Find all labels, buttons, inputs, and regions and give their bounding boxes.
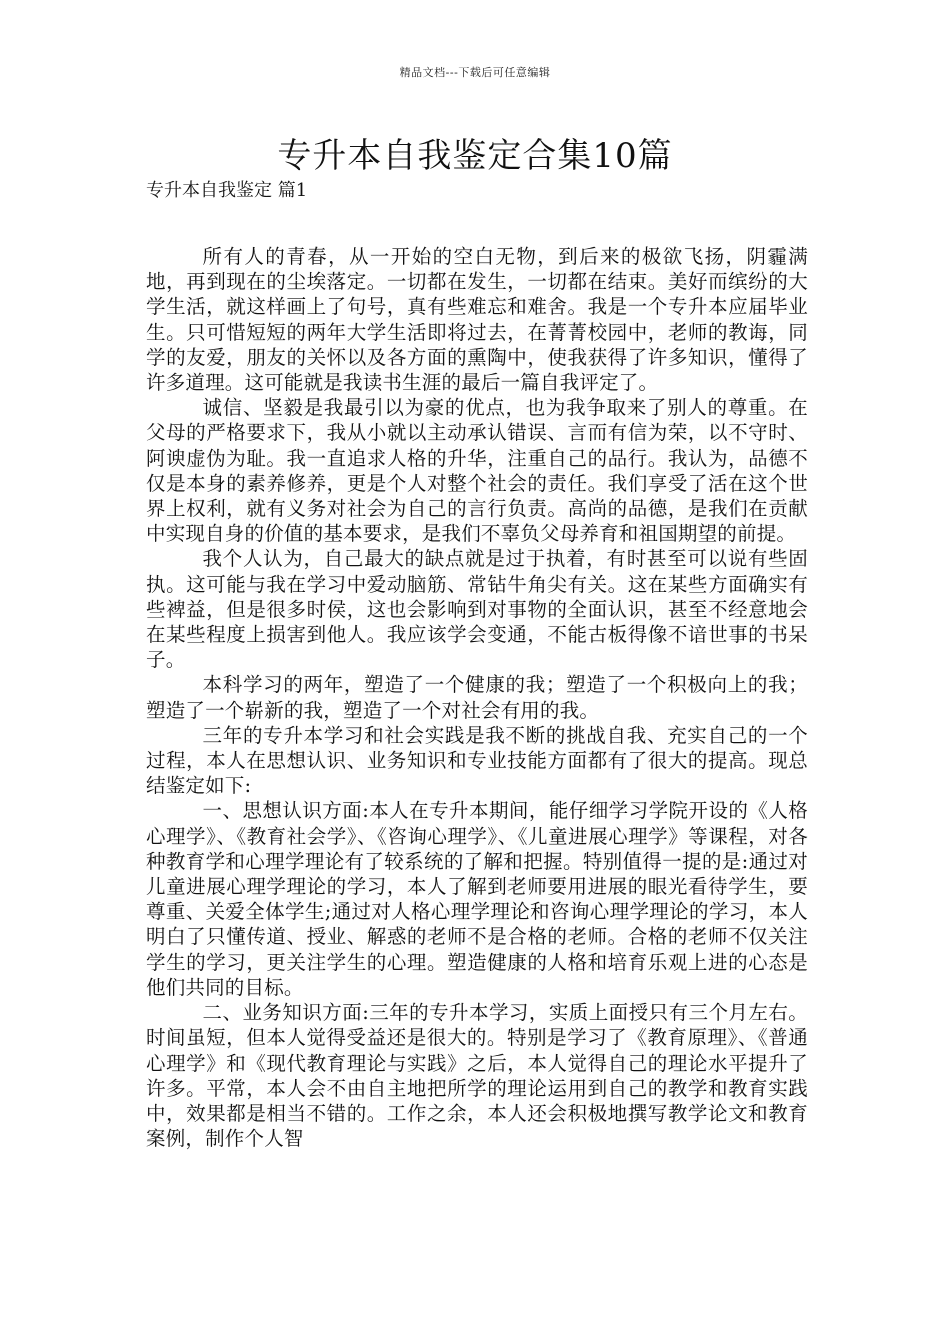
header-note: 精品文档---下载后可任意编辑 (399, 66, 551, 79)
body-text (146, 244, 808, 1151)
document-title: 专升本自我鉴定合集10篇 (277, 136, 673, 176)
paragraph: 我个人认为，自己最大的缺点就是过于执着，有时甚至可以说有些固执。这可能与我在学习中爱动脑筋、常钻牛角尖有关。这在某些方面确实有些裨益，但是很多时侯，这也会影响到对事物的全面认识，甚至不经意地会在某些程度上损害到他人。我应该学会变通，不能古板得像不谙世事的书呆子。 (146, 547, 808, 672)
paragraph: 三年的专升本学习和社会实践是我不断的挑战自我、充实自己的一个过程，本人在思想认识、业务知识和专业技能方面都有了很大的提高。现总结鉴定如下: (146, 723, 808, 798)
paragraph: 诚信、坚毅是我最引以为豪的优点，也为我争取来了别人的尊重。在父母的严格要求下，我从小就以主动承认错误、言而有信为荣，以不守时、阿谀虚伪为耻。我一直追求人格的升华，注重自己的品行。我认为，品德不仅是本身的素养修养，更是个人对整个社会的责任。我们享受了活在这个世界上权利，就有义务对社会为自己的言行负责。高尚的品德，是我们在贡献中实现自身的价值的基本要求，是我们不辜负父母养育和祖国期望的前提。 (146, 396, 808, 546)
paragraph: 一、思想认识方面:本人在专升本期间，能仔细学习学院开设的《人格心理学》、《教育社会学》、《咨询心理学》、《儿童进展心理学》等课程，对各种教育学和心理学理论有了较系统的了解和把握。特别值得一提的是:通过对儿童进展心理学理论的学习，本人了解到老师要用进展的眼光看待学生，要尊重、关爱全体学生;通过对人格心理学理论和咨询心理学理论的学习，本人明白了只懂传道、授业、解惑的老师不是合格的老师。合格的老师不仅关注学生的学习，更关注学生的心理。塑造健康的人格和培育乐观上进的心态是他们共同的目标。 (146, 799, 808, 999)
paragraph: 二、业务知识方面:三年的专升本学习，实质上面授只有三个月左右。时间虽短，但本人觉得受益还是很大的。特别是学习了《教育原理》、《普通心理学》和《现代教育理论与实践》之后，本人觉得自己的理论水平提升了许多。平常，本人会不由自主地把所学的理论运用到自己的教学和教育实践中，效果都是相当不错的。工作之余，本人还会积极地撰写教学论文和教育案例，制作个人智 (146, 1001, 808, 1151)
paragraph: 本科学习的两年，塑造了一个健康的我；塑造了一个积极向上的我；塑造了一个崭新的我，塑造了一个对社会有用的我。 (146, 673, 808, 722)
section-heading: 专升本自我鉴定 篇1 (146, 180, 308, 201)
paragraph: 所有人的青春，从一开始的空白无物，到后来的极欲飞扬，阴霾满地，再到现在的尘埃落定。一切都在发生，一切都在结束。美好而缤纷的大学生活，就这样画上了句号，真有些难忘和难舍。我是一个专升本应届毕业生。只可惜短短的两年大学生活即将过去，在菁菁校园中，老师的教诲，同学的友爱，朋友的关怀以及各方面的熏陶中，使我获得了许多知识，懂得了许多道理。这可能就是我读书生涯的最后一篇自我评定了。 (146, 245, 808, 395)
